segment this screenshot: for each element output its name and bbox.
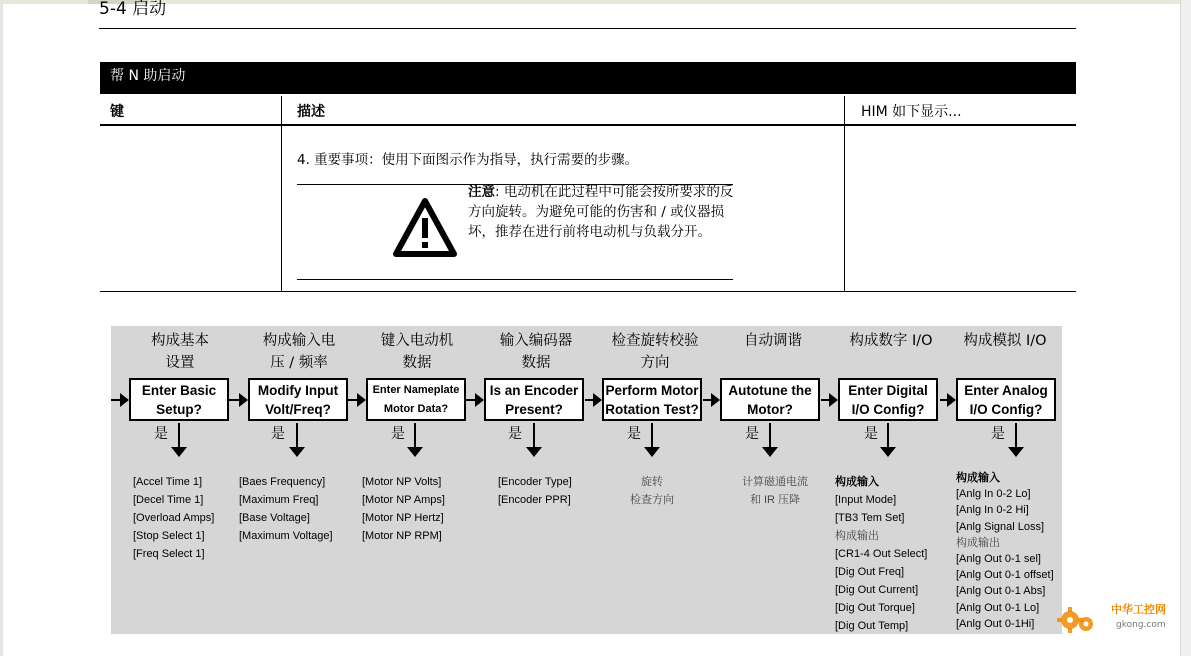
param-item: [Motor NP Volts] — [362, 476, 442, 488]
down-arrow-icon — [289, 447, 305, 457]
column-header-key: 键 — [110, 104, 124, 120]
basic-setup-params — [133, 473, 214, 563]
column-header-him: HIM 如下显示... — [861, 104, 962, 120]
enter-nameplate-motor-data-box: Enter Nameplate Motor Data? — [366, 378, 466, 421]
step-title-volt-freq: 构成输入电 压 / 频率 — [262, 333, 336, 371]
gkong-logo — [1056, 598, 1182, 636]
param-item: [Maximum Voltage] — [239, 530, 333, 542]
motor-data-params — [362, 473, 445, 545]
param-item: 旋转 — [641, 476, 663, 488]
autotune-motor-box: Autotune the Motor? — [720, 378, 820, 421]
step-title-encoder: 输入编码器 数据 — [499, 333, 573, 371]
param-group-label: 构成输出 — [835, 530, 879, 542]
step-4-text: 4. 重要事项：使用下面图示作为指导，执行需要的步骤。 — [297, 152, 639, 168]
yes-label: 是 — [864, 426, 878, 442]
flow-arrow-icon — [711, 393, 720, 407]
yes-label: 是 — [154, 426, 168, 442]
flow-arrow-icon — [829, 393, 838, 407]
param-item: [Base Voltage] — [239, 512, 310, 524]
yes-arrow-line — [769, 423, 771, 449]
param-item: [Anlg In 0-2 Hi] — [956, 504, 1029, 517]
param-item: [Dig Out Freq] — [835, 566, 905, 578]
motor-rotation-test-box: Perform Motor Rotation Test? — [602, 378, 702, 421]
yes-label: 是 — [627, 426, 641, 442]
param-item: [Overload Amps] — [133, 512, 215, 524]
yes-arrow-line — [296, 423, 298, 449]
param-item: [Dig Out Temp] — [835, 620, 909, 632]
param-item: [Anlg Out 0-1Hi] — [956, 617, 1035, 630]
yes-label: 是 — [391, 426, 405, 442]
param-item: [TB3 Tem Set] — [835, 512, 905, 524]
param-item: [Freq Select 1] — [133, 548, 205, 560]
analog-io-config-box: Enter Analog I/O Config? — [956, 378, 1056, 421]
enter-basic-setup-box: Enter Basic Setup? — [129, 378, 229, 421]
yes-arrow-line — [414, 423, 416, 449]
step-title-digital-io: 构成数字 I/O — [849, 333, 933, 349]
param-item: [Motor NP RPM] — [362, 530, 442, 542]
viewer-top-strip — [0, 0, 1191, 4]
yes-label: 是 — [991, 426, 1005, 442]
param-item: [Stop Select 1] — [133, 530, 205, 542]
param-item: [CR1-4 Out Select] — [835, 548, 928, 560]
encoder-params — [498, 473, 572, 509]
step-title-autotune: 自动调谐 — [744, 333, 802, 349]
yes-arrow-line — [178, 423, 180, 449]
yes-arrow-line — [651, 423, 653, 449]
encoder-present-box: Is an Encoder Present? — [484, 378, 584, 421]
down-arrow-icon — [644, 447, 660, 457]
flow-arrow-icon — [475, 393, 484, 407]
down-arrow-icon — [171, 447, 187, 457]
param-item: 计算磁通电流 — [742, 476, 808, 488]
flow-arrow-icon — [120, 393, 129, 407]
param-group-label: 构成输入 — [835, 476, 879, 488]
down-arrow-icon — [407, 447, 423, 457]
step-title-rotation: 检查旋转校验 方向 — [611, 333, 699, 371]
yes-arrow-line — [1015, 423, 1017, 449]
step-title-basic: 构成基本 设置 — [151, 333, 209, 371]
flow-arrow-icon — [593, 393, 602, 407]
param-item: [Maximum Freq] — [239, 494, 319, 506]
vertical-scrollbar[interactable] — [1180, 0, 1191, 656]
yes-label: 是 — [271, 426, 285, 442]
param-item: [Anlg Out 0-1 Lo] — [956, 601, 1040, 614]
caution-notice — [468, 182, 738, 242]
table-title: 帮 N 助启动 — [110, 68, 186, 84]
column-divider-2 — [844, 96, 845, 292]
step-title-motor-data: 键入电动机 数据 — [380, 333, 454, 371]
param-item: [Anlg Out 0-1 offset] — [956, 569, 1054, 582]
yes-label: 是 — [745, 426, 759, 442]
yes-arrow-line — [887, 423, 889, 449]
param-item: [Motor NP Amps] — [362, 494, 445, 506]
digital-io-config-box: Enter Digital I/O Config? — [838, 378, 938, 421]
down-arrow-icon — [762, 447, 778, 457]
param-item: [Accel Time 1] — [133, 476, 203, 488]
digital-io-params — [835, 473, 927, 635]
param-item: [Dig Out Torque] — [835, 602, 915, 614]
header-rule — [100, 124, 1076, 126]
caution-label: 注意 — [468, 184, 495, 200]
param-item: [Anlg Out 0-1 Abs] — [956, 585, 1046, 598]
param-item: [Encoder PPR] — [498, 494, 571, 506]
section-title: 5-4 启动 — [99, 0, 167, 19]
param-item: [Anlg Out 0-1 sel] — [956, 553, 1041, 566]
column-header-description: 描述 — [297, 104, 325, 120]
watermark-site: gkong.com — [1116, 620, 1166, 630]
param-item: 检查方向 — [630, 494, 674, 506]
yes-label: 是 — [508, 426, 522, 442]
down-arrow-icon — [880, 447, 896, 457]
param-item: [Decel Time 1] — [133, 494, 204, 506]
param-item: [Dig Out Current] — [835, 584, 919, 596]
title-rule — [99, 28, 1076, 29]
down-arrow-icon — [526, 447, 542, 457]
column-divider-1 — [281, 96, 282, 292]
caution-text: : 电动机在此过程中可能会按所要求的反方向旋转。为避免可能的伤害和 / 或仪器损坏，推荐在进行前将电动机与负载分开。 — [468, 184, 734, 240]
param-item: [Encoder Type] — [498, 476, 572, 488]
table-title-bar — [100, 62, 1076, 94]
param-item: [Anlg Signal Loss] — [956, 520, 1045, 533]
param-item: [Input Mode] — [835, 494, 897, 506]
yes-arrow-line — [533, 423, 535, 449]
param-item: [Motor NP Hertz] — [362, 512, 444, 524]
table-bottom-rule — [100, 291, 1076, 292]
autotune-notes — [725, 473, 825, 509]
step-title-analog-io: 构成模拟 I/O — [963, 333, 1047, 349]
viewer-left-edge — [0, 0, 3, 656]
flow-arrow-icon — [947, 393, 956, 407]
watermark-name: 中华工控网 — [1111, 603, 1166, 616]
volt-freq-params — [239, 473, 333, 545]
flow-arrow-icon — [239, 393, 248, 407]
param-group-label: 构成输出 — [956, 536, 1000, 549]
param-item: [Anlg In 0-2 Lo] — [956, 488, 1031, 501]
warning-triangle-icon — [392, 196, 458, 258]
analog-io-params — [956, 470, 1054, 632]
rotation-test-notes — [612, 473, 692, 509]
param-group-label: 构成输入 — [956, 472, 1000, 484]
param-item: [Baes Frequency] — [239, 476, 326, 488]
down-arrow-icon — [1008, 447, 1024, 457]
flow-arrow-icon — [357, 393, 366, 407]
modify-input-volt-freq-box: Modify Input Volt/Freq? — [248, 378, 348, 421]
notice-bottom-rule — [297, 279, 733, 280]
param-item: 和 IR 压降 — [749, 494, 801, 506]
